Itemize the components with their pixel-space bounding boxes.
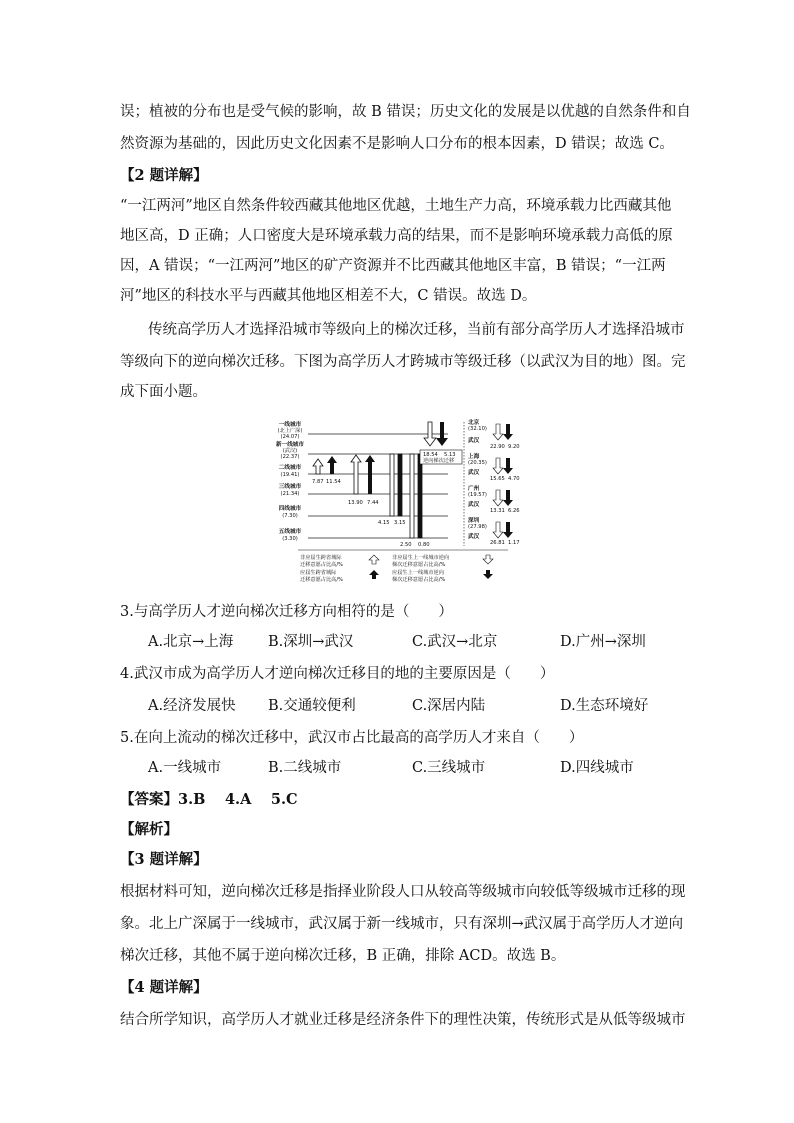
pair-from-value: (20.35): [468, 460, 487, 466]
option-b: B.深圳→武汉: [268, 634, 354, 650]
city-sub: (武汉): [282, 448, 298, 454]
section-heading: 【解析】: [120, 821, 178, 838]
option-c: C.三线城市: [412, 760, 486, 776]
city-value: (3.30): [282, 536, 298, 542]
option-a: A.经济发展快: [148, 698, 236, 714]
left-city-labels: [276, 420, 304, 542]
pair-from-value: (27.98): [468, 524, 487, 530]
paragraph-line: 象。北上广深属于一线城市，武汉属于新一线城市，只有深圳→武汉属于高学历人才逆向: [120, 916, 684, 932]
bar-value: 0.80: [418, 542, 430, 548]
pair-from-value: (19.57): [468, 492, 487, 498]
arrow-pair-4th: [390, 454, 402, 516]
paragraph-line: 传统高学历人才选择沿城市等级向上的梯次迁移，当前有部分高学历人才选择沿城市: [148, 322, 685, 338]
legend-down-solid-icon: [483, 570, 493, 579]
legend-up-solid-icon: [369, 570, 379, 579]
migration-diagram: [268, 416, 534, 586]
section-heading: 【2 题详解】: [120, 167, 208, 184]
option-b: B.二线城市: [268, 760, 342, 776]
pair-to: 武汉: [468, 502, 480, 508]
paragraph-line: 结合所学知识，高学历人才就业迁移是经济条件下的理性决策，传统形式是从低等级城市: [120, 1012, 686, 1028]
city-label: 三线城市: [278, 484, 302, 490]
option-c: C.武汉→北京: [412, 634, 498, 650]
bar-value: 7.87: [312, 479, 324, 485]
pair-from: 北京: [468, 420, 480, 426]
legend-down-hollow-icon: [483, 555, 493, 564]
pair-value: 9.20: [508, 444, 520, 450]
legend-text: 应届生上一线城市逆向: [392, 570, 444, 576]
pair-to: 武汉: [468, 470, 480, 476]
option-b: B.交通较便利: [268, 698, 356, 714]
legend: [298, 550, 508, 583]
paragraph-line: 地区高，D 正确；人口密度大是环境承载力高的结果，而不是影响环境承载力高低的原: [120, 228, 673, 244]
paragraph-line: 因，A 错误；“一江两河”地区的矿产资源并不比西藏其他地区丰富，B 错误；“一江两: [120, 258, 666, 274]
section-heading: 【4 题详解】: [120, 979, 208, 996]
option-d: D.生态环境好: [560, 698, 649, 714]
legend-text: 迁移意愿占比高/%: [300, 562, 343, 568]
question-stem: 4.武汉市成为高学历人才逆向梯次迁移目的地的主要原因是（ ）: [120, 666, 555, 682]
pair-from: 上海: [468, 454, 480, 460]
pair-value: 22.90: [490, 444, 505, 450]
pair-from: 广州: [468, 486, 480, 492]
paragraph-line: 成下面小题。: [120, 384, 207, 400]
bar-value: 3.15: [394, 520, 406, 526]
legend-text: 迁移意愿占比高/%: [300, 577, 343, 583]
city-label: 新一线城市: [276, 442, 304, 448]
pair-to: 武汉: [468, 534, 480, 540]
answer-line: 【答案】3.B 4.A 5.C: [120, 791, 298, 808]
pair-value: 13.31: [490, 508, 505, 514]
reverse-value: 18.54: [423, 452, 438, 458]
pair-value: 1.17: [508, 540, 520, 546]
legend-up-hollow-icon: [369, 555, 379, 564]
city-value: (24.07): [280, 434, 300, 440]
paragraph-line: 然资源为基础的，因此历史文化因素不是影响人口分布的根本因素，D 错误；故选 C。: [120, 136, 674, 152]
arrow-pair-3rd: [351, 455, 375, 494]
arrow-pair-5th: [410, 454, 422, 538]
paragraph-line: 河”地区的科技水平与西藏其他地区相差不大，C 错误。故选 D。: [120, 288, 537, 304]
bar-value: 11.54: [326, 479, 341, 485]
option-a: A.北京→上海: [148, 634, 234, 650]
bar-value: 4.15: [378, 520, 390, 526]
legend-text: 非应届生上一线城市逆向: [392, 555, 450, 561]
city-label: 四线城市: [278, 506, 302, 512]
option-c: C.深居内陆: [412, 698, 486, 714]
bar-value: 7.44: [367, 500, 379, 506]
pair-value: 6.26: [508, 508, 520, 514]
city-label: 五线城市: [278, 529, 302, 535]
city-value: (22.37): [280, 454, 300, 460]
city-value: (19.41): [280, 472, 300, 478]
legend-text: 梯次迁移意愿占比高/%: [392, 562, 446, 568]
pair-to: 武汉: [468, 438, 480, 444]
pair-value: 4.70: [508, 476, 520, 482]
migration-figure: [268, 416, 534, 586]
city-label: 二线城市: [278, 465, 302, 471]
reverse-value: 5.13: [444, 452, 456, 458]
city-value: (7.30): [282, 513, 298, 519]
city-value: (21.34): [280, 491, 300, 497]
option-a: A.一线城市: [148, 760, 222, 776]
pair-value: 26.81: [490, 540, 505, 546]
section-heading: 【3 题详解】: [120, 851, 208, 868]
option-d: D.广州→深圳: [560, 634, 646, 650]
paragraph-line: 等级向下的逆向梯次迁移。下图为高学历人才跨城市等级迁移（以武汉为目的地）图。完: [120, 354, 686, 370]
pair-value: 15.65: [490, 476, 505, 482]
question-stem: 3.与高学历人才逆向梯次迁移方向相符的是（ ）: [120, 604, 453, 620]
legend-text: 梯次迁移意愿占比高/%: [392, 577, 446, 583]
bar-value: 2.50: [400, 542, 412, 548]
paragraph-line: “一江两河”地区自然条件较西藏其他地区优越，土地生产力高，环境承载力比西藏其他: [120, 198, 672, 214]
paragraph-line: 根据材料可知，逆向梯次迁移是指择业阶段人口从较高等级城市向较低等级城市迁移的现: [120, 884, 686, 900]
city-sub: (北上广深): [277, 428, 303, 434]
pair-from-value: (32.10): [468, 426, 487, 432]
right-pairs: [464, 418, 520, 546]
bar-value: 13.90: [348, 500, 363, 506]
paragraph-line: 误；植被的分布也是受气候的影响，故 B 错误；历史文化的发展是以优越的自然条件和自: [120, 104, 691, 120]
city-label: 一线城市: [278, 422, 302, 428]
option-d: D.四线城市: [560, 760, 634, 776]
pair-from: 深圳: [468, 518, 480, 524]
legend-text: 应届生跨省城际: [300, 570, 337, 576]
arrow-pair-2nd: [313, 456, 337, 474]
legend-text: 非应届生跨省城际: [300, 555, 342, 561]
reverse-caption: 逆向梯次迁移: [423, 458, 455, 464]
paragraph-line: 梯次迁移，其他不属于逆向梯次迁移，B 正确，排除 ACD。故选 B。: [120, 948, 566, 964]
question-stem: 5.在向上流动的梯次迁移中，武汉市占比最高的高学历人才来自（ ）: [120, 730, 584, 746]
